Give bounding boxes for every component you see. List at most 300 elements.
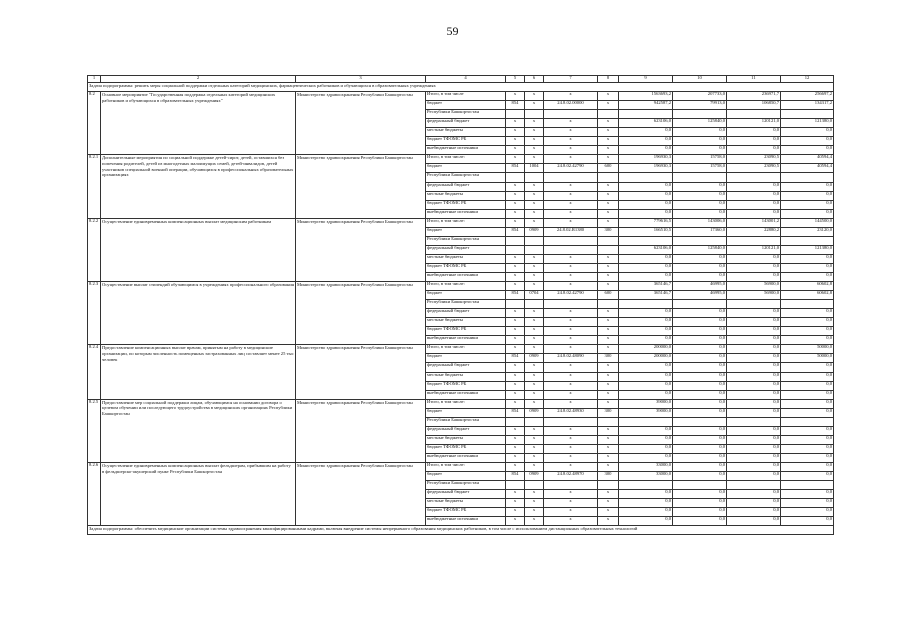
code-gr: x bbox=[506, 119, 525, 128]
code-rzpr: x bbox=[525, 191, 544, 200]
funding-source: бюджет ТФОМС РБ bbox=[426, 137, 506, 146]
column-header: 11 bbox=[727, 76, 781, 83]
code-rzpr: x bbox=[525, 155, 544, 164]
item-code: 8.2 bbox=[88, 92, 101, 155]
value-year-3: 144500,0 bbox=[781, 218, 834, 227]
value-total: 0,0 bbox=[619, 309, 673, 318]
code-vr: x bbox=[598, 137, 619, 146]
code-vr: 300 bbox=[598, 354, 619, 363]
value-year-3: 0,0 bbox=[781, 399, 834, 408]
funding-source: федеральный бюджет bbox=[426, 245, 506, 254]
value-year-2: 23090,5 bbox=[727, 155, 781, 164]
code-vr: x bbox=[598, 345, 619, 354]
code-gr: x bbox=[506, 92, 525, 101]
value-year-3: 50000,0 bbox=[781, 354, 834, 363]
value-year-3: 0,0 bbox=[781, 182, 834, 191]
code-vr: x bbox=[598, 390, 619, 399]
value-year-2: 0,0 bbox=[727, 345, 781, 354]
value-year-1: 0,0 bbox=[673, 309, 727, 318]
value-year-2 bbox=[727, 300, 781, 309]
value-year-3: 0,0 bbox=[781, 318, 834, 327]
value-year-3: 0,0 bbox=[781, 336, 834, 345]
item-executor: Министерство здравоохранения Республики Башкортостан bbox=[296, 462, 426, 525]
funding-source: бюджет ТФОМС РБ bbox=[426, 200, 506, 209]
value-total bbox=[619, 300, 673, 309]
funding-source: местные бюджеты bbox=[426, 318, 506, 327]
value-year-3: 0,0 bbox=[781, 309, 834, 318]
value-total: 0,0 bbox=[619, 137, 673, 146]
code-rzpr: x bbox=[525, 426, 544, 435]
funding-source: бюджет bbox=[426, 408, 506, 417]
code-rzpr: x bbox=[525, 263, 544, 272]
value-year-3: 60602,8 bbox=[781, 291, 834, 300]
value-total: 33000,0 bbox=[619, 472, 673, 481]
funding-source: бюджет bbox=[426, 101, 506, 110]
code-vr bbox=[598, 110, 619, 119]
code-rzpr: x bbox=[525, 444, 544, 453]
code-vr: x bbox=[598, 272, 619, 281]
value-year-1: 0,0 bbox=[673, 182, 727, 191]
code-rzpr: x bbox=[525, 209, 544, 218]
value-year-3: 0,0 bbox=[781, 408, 834, 417]
code-vr: x bbox=[598, 182, 619, 191]
code-rzpr bbox=[525, 236, 544, 245]
code-rzpr: x bbox=[525, 101, 544, 110]
code-vr: x bbox=[598, 372, 619, 381]
funding-source: бюджет bbox=[426, 227, 506, 236]
value-year-3: 0,0 bbox=[781, 363, 834, 372]
item-code: 8.2.6 bbox=[88, 462, 101, 525]
funding-source: бюджет ТФОМС РБ bbox=[426, 327, 506, 336]
funding-source: Итого, в том числе: bbox=[426, 155, 506, 164]
code-vr bbox=[598, 481, 619, 490]
value-year-1: 0,0 bbox=[673, 472, 727, 481]
value-total: 33000,0 bbox=[619, 462, 673, 471]
value-total: 0,0 bbox=[619, 517, 673, 526]
value-year-3: 0,0 bbox=[781, 472, 834, 481]
value-total: 0,0 bbox=[619, 327, 673, 336]
code-csr: 24.8.02.48970 bbox=[544, 472, 598, 481]
code-rzpr: 0909 bbox=[525, 227, 544, 236]
item-name: Предоставление компенсационных выплат врачам, принятым на работу в медицинские организации, по которым численность помещенных застрахованных лиц составляет менее 25 тыс человек bbox=[101, 345, 296, 399]
code-gr: x bbox=[506, 508, 525, 517]
code-csr: x bbox=[544, 182, 598, 191]
code-rzpr: x bbox=[525, 254, 544, 263]
funding-source: Итого, в том числе: bbox=[426, 399, 506, 408]
code-gr: x bbox=[506, 453, 525, 462]
value-year-1: 0,0 bbox=[673, 381, 727, 390]
code-csr: x bbox=[544, 499, 598, 508]
code-rzpr: x bbox=[525, 318, 544, 327]
value-year-3 bbox=[781, 417, 834, 426]
code-gr: x bbox=[506, 200, 525, 209]
code-rzpr: x bbox=[525, 327, 544, 336]
code-vr: x bbox=[598, 462, 619, 471]
value-total: 0,0 bbox=[619, 435, 673, 444]
funding-source: внебюджетные источники bbox=[426, 336, 506, 345]
code-csr: x bbox=[544, 517, 598, 526]
code-gr: 854 bbox=[506, 472, 525, 481]
value-year-3: 0,0 bbox=[781, 462, 834, 471]
code-gr: x bbox=[506, 390, 525, 399]
funding-source: местные бюджеты bbox=[426, 128, 506, 137]
value-year-3: 40594,4 bbox=[781, 155, 834, 164]
funding-source: федеральный бюджет bbox=[426, 426, 506, 435]
code-rzpr: x bbox=[525, 453, 544, 462]
value-year-2: 0,0 bbox=[727, 209, 781, 218]
code-csr: x bbox=[544, 272, 598, 281]
code-vr bbox=[598, 173, 619, 182]
code-vr: x bbox=[598, 191, 619, 200]
funding-source: Итого, в том числе: bbox=[426, 282, 506, 291]
value-year-3: 0,0 bbox=[781, 381, 834, 390]
code-rzpr bbox=[525, 417, 544, 426]
funding-source: федеральный бюджет bbox=[426, 309, 506, 318]
code-vr: 300 bbox=[598, 408, 619, 417]
code-vr: x bbox=[598, 155, 619, 164]
code-vr bbox=[598, 245, 619, 254]
code-csr: x bbox=[544, 209, 598, 218]
value-year-1: 0,0 bbox=[673, 517, 727, 526]
code-gr: x bbox=[506, 381, 525, 390]
value-total: 365146,7 bbox=[619, 282, 673, 291]
code-gr: x bbox=[506, 327, 525, 336]
value-year-2 bbox=[727, 236, 781, 245]
value-total: 39000,0 bbox=[619, 408, 673, 417]
code-csr: x bbox=[544, 345, 598, 354]
code-gr: x bbox=[506, 263, 525, 272]
code-rzpr: x bbox=[525, 508, 544, 517]
code-csr: 24.8.02.00000 bbox=[544, 101, 598, 110]
value-year-1: 46995,0 bbox=[673, 282, 727, 291]
column-header: 5 bbox=[506, 76, 525, 83]
value-year-1: 0,0 bbox=[673, 327, 727, 336]
value-year-2: 0,0 bbox=[727, 517, 781, 526]
code-gr: x bbox=[506, 435, 525, 444]
code-gr: x bbox=[506, 254, 525, 263]
code-gr: 854 bbox=[506, 291, 525, 300]
code-csr: x bbox=[544, 336, 598, 345]
value-year-3: 0,0 bbox=[781, 263, 834, 272]
item-executor: Министерство здравоохранения Республики Башкортостан bbox=[296, 218, 426, 281]
funding-source: местные бюджеты bbox=[426, 372, 506, 381]
value-year-1: 0,0 bbox=[673, 128, 727, 137]
funding-source: бюджет ТФОМС РБ bbox=[426, 444, 506, 453]
code-vr: x bbox=[598, 336, 619, 345]
value-year-1: 0,0 bbox=[673, 137, 727, 146]
value-year-2: 106850,7 bbox=[727, 101, 781, 110]
budget-table bbox=[87, 75, 834, 535]
value-total: 0,0 bbox=[619, 336, 673, 345]
code-csr: 24.8.02.48090 bbox=[544, 354, 598, 363]
code-vr: x bbox=[598, 200, 619, 209]
code-rzpr: x bbox=[525, 390, 544, 399]
funding-source: бюджет ТФОМС РБ bbox=[426, 381, 506, 390]
value-year-1: 0,0 bbox=[673, 254, 727, 263]
funding-source: Итого, в том числе: bbox=[426, 345, 506, 354]
code-vr: x bbox=[598, 517, 619, 526]
item-executor: Министерство здравоохранения Республики Башкортостан bbox=[296, 399, 426, 462]
code-gr bbox=[506, 110, 525, 119]
code-rzpr: x bbox=[525, 218, 544, 227]
value-year-2: 0,0 bbox=[727, 263, 781, 272]
code-gr bbox=[506, 481, 525, 490]
code-gr: x bbox=[506, 191, 525, 200]
code-vr: x bbox=[598, 435, 619, 444]
value-total bbox=[619, 417, 673, 426]
code-gr bbox=[506, 173, 525, 182]
value-total: 779616,5 bbox=[619, 218, 673, 227]
code-rzpr: x bbox=[525, 462, 544, 471]
code-csr: x bbox=[544, 399, 598, 408]
code-rzpr: x bbox=[525, 309, 544, 318]
value-year-2: 143001,2 bbox=[727, 218, 781, 227]
table-row bbox=[88, 218, 834, 227]
value-year-2: 23090,5 bbox=[727, 164, 781, 173]
code-csr: x bbox=[544, 327, 598, 336]
column-header: 10 bbox=[673, 76, 727, 83]
code-vr: x bbox=[598, 92, 619, 101]
code-csr: x bbox=[544, 462, 598, 471]
value-year-3: 121380,0 bbox=[781, 119, 834, 128]
value-year-3: 40594,4 bbox=[781, 164, 834, 173]
column-header: 12 bbox=[781, 76, 834, 83]
value-year-3: 0,0 bbox=[781, 444, 834, 453]
item-name: Предоставление мер социальной поддержки лицам, обучающимся на основании договора о целевом обучении или последующего трудоустройства в медицинских организациях Республики Башкортостан bbox=[101, 399, 296, 462]
code-vr: x bbox=[598, 101, 619, 110]
code-gr bbox=[506, 245, 525, 254]
value-year-2 bbox=[727, 417, 781, 426]
value-year-3: 0,0 bbox=[781, 191, 834, 200]
value-year-1: 17360,0 bbox=[673, 227, 727, 236]
value-total: 365146,7 bbox=[619, 291, 673, 300]
funding-source: федеральный бюджет bbox=[426, 182, 506, 191]
value-year-3: 0,0 bbox=[781, 390, 834, 399]
value-total: 0,0 bbox=[619, 191, 673, 200]
value-year-2: 0,0 bbox=[727, 137, 781, 146]
code-csr: x bbox=[544, 453, 598, 462]
code-vr: x bbox=[598, 490, 619, 499]
value-year-3: 134317,2 bbox=[781, 101, 834, 110]
item-executor: Министерство здравоохранения Республики Башкортостан bbox=[296, 155, 426, 218]
code-csr: x bbox=[544, 381, 598, 390]
code-csr: x bbox=[544, 435, 598, 444]
code-vr bbox=[598, 417, 619, 426]
code-csr: x bbox=[544, 444, 598, 453]
code-csr: x bbox=[544, 137, 598, 146]
code-csr: 24.8.02.48930 bbox=[544, 408, 598, 417]
value-year-2: 0,0 bbox=[727, 272, 781, 281]
table-row bbox=[88, 282, 834, 291]
value-year-2: 0,0 bbox=[727, 191, 781, 200]
funding-source: местные бюджеты bbox=[426, 499, 506, 508]
code-vr: x bbox=[598, 508, 619, 517]
value-year-1: 0,0 bbox=[673, 490, 727, 499]
code-rzpr: x bbox=[525, 272, 544, 281]
value-year-3: 0,0 bbox=[781, 272, 834, 281]
item-executor: Министерство здравоохранения Республики Башкортостан bbox=[296, 345, 426, 399]
funding-source: федеральный бюджет bbox=[426, 490, 506, 499]
value-total: 166510,5 bbox=[619, 227, 673, 236]
value-year-1 bbox=[673, 236, 727, 245]
value-year-2: 0,0 bbox=[727, 453, 781, 462]
value-year-1: 125840,0 bbox=[673, 245, 727, 254]
code-gr: x bbox=[506, 318, 525, 327]
code-vr: x bbox=[598, 426, 619, 435]
value-year-3: 121380,0 bbox=[781, 245, 834, 254]
value-total: 623106,0 bbox=[619, 245, 673, 254]
code-rzpr: x bbox=[525, 363, 544, 372]
code-csr: x bbox=[544, 146, 598, 155]
code-rzpr: x bbox=[525, 345, 544, 354]
code-vr: x bbox=[598, 309, 619, 318]
value-year-1: 0,0 bbox=[673, 499, 727, 508]
code-gr: 854 bbox=[506, 227, 525, 236]
code-rzpr bbox=[525, 481, 544, 490]
funding-source: внебюджетные источники bbox=[426, 209, 506, 218]
value-total: 0,0 bbox=[619, 390, 673, 399]
code-csr: 24.8.02.42790 bbox=[544, 164, 598, 173]
value-year-1: 15758,0 bbox=[673, 164, 727, 173]
funding-source: местные бюджеты bbox=[426, 254, 506, 263]
item-executor: Министерство здравоохранения Республики Башкортостан bbox=[296, 92, 426, 155]
code-rzpr: 1004 bbox=[525, 164, 544, 173]
value-year-1: 0,0 bbox=[673, 318, 727, 327]
value-year-1: 0,0 bbox=[673, 272, 727, 281]
code-vr: x bbox=[598, 119, 619, 128]
code-gr: x bbox=[506, 399, 525, 408]
code-csr: x bbox=[544, 490, 598, 499]
value-year-3: 0,0 bbox=[781, 254, 834, 263]
code-csr: x bbox=[544, 309, 598, 318]
value-year-3: 0,0 bbox=[781, 499, 834, 508]
value-year-3 bbox=[781, 481, 834, 490]
value-total: 0,0 bbox=[619, 363, 673, 372]
funding-source: внебюджетные источники bbox=[426, 517, 506, 526]
column-header: 9 bbox=[619, 76, 673, 83]
code-vr: x bbox=[598, 146, 619, 155]
value-year-3 bbox=[781, 173, 834, 182]
funding-source: внебюджетные источники bbox=[426, 272, 506, 281]
value-total: 623106,0 bbox=[619, 119, 673, 128]
code-gr: 854 bbox=[506, 101, 525, 110]
value-total: 0,0 bbox=[619, 200, 673, 209]
code-vr bbox=[598, 236, 619, 245]
value-total: 0,0 bbox=[619, 128, 673, 137]
code-csr bbox=[544, 245, 598, 254]
value-year-3 bbox=[781, 110, 834, 119]
code-gr: 854 bbox=[506, 408, 525, 417]
funding-source: Итого, в том числе: bbox=[426, 218, 506, 227]
value-year-2: 0,0 bbox=[727, 508, 781, 517]
value-year-2: 0,0 bbox=[727, 363, 781, 372]
value-year-2: 0,0 bbox=[727, 399, 781, 408]
code-vr: x bbox=[598, 209, 619, 218]
funding-source: Итого, в том числе bbox=[426, 92, 506, 101]
code-gr: x bbox=[506, 444, 525, 453]
value-year-3: 0,0 bbox=[781, 200, 834, 209]
value-year-1: 0,0 bbox=[673, 462, 727, 471]
value-year-1: 125840,0 bbox=[673, 119, 727, 128]
code-rzpr: x bbox=[525, 119, 544, 128]
code-csr: x bbox=[544, 254, 598, 263]
value-year-1 bbox=[673, 173, 727, 182]
header-row bbox=[88, 76, 834, 83]
value-total: 0,0 bbox=[619, 209, 673, 218]
value-year-2: 0,0 bbox=[727, 254, 781, 263]
table-row bbox=[88, 462, 834, 471]
value-total: 1563693,2 bbox=[619, 92, 673, 101]
code-csr: x bbox=[544, 263, 598, 272]
item-code: 8.2.4 bbox=[88, 345, 101, 399]
code-csr: x bbox=[544, 390, 598, 399]
item-code: 8.2.2 bbox=[88, 218, 101, 281]
value-year-1: 0,0 bbox=[673, 146, 727, 155]
item-code: 8.2.5 bbox=[88, 399, 101, 462]
page-number: 59 bbox=[446, 24, 459, 38]
funding-source: Республики Башкортостан bbox=[426, 173, 506, 182]
value-year-2: 120121,0 bbox=[727, 245, 781, 254]
funding-source: бюджет bbox=[426, 354, 506, 363]
value-total bbox=[619, 481, 673, 490]
value-year-2: 0,0 bbox=[727, 200, 781, 209]
value-year-2: 0,0 bbox=[727, 381, 781, 390]
value-year-2: 0,0 bbox=[727, 318, 781, 327]
value-total: 200000,0 bbox=[619, 345, 673, 354]
funding-source: Итого, в том числе: bbox=[426, 462, 506, 471]
value-total: 0,0 bbox=[619, 490, 673, 499]
code-rzpr: x bbox=[525, 336, 544, 345]
value-total: 0,0 bbox=[619, 254, 673, 263]
value-year-2 bbox=[727, 481, 781, 490]
value-year-1: 0,0 bbox=[673, 435, 727, 444]
code-vr: x bbox=[598, 399, 619, 408]
funding-source: Республики Башкортостан bbox=[426, 110, 506, 119]
code-gr: x bbox=[506, 499, 525, 508]
value-year-1 bbox=[673, 417, 727, 426]
value-year-3 bbox=[781, 236, 834, 245]
code-csr bbox=[544, 300, 598, 309]
value-total: 942587,2 bbox=[619, 101, 673, 110]
code-vr: x bbox=[598, 282, 619, 291]
code-rzpr: x bbox=[525, 499, 544, 508]
code-rzpr: x bbox=[525, 137, 544, 146]
value-total: 0,0 bbox=[619, 444, 673, 453]
code-vr: x bbox=[598, 128, 619, 137]
code-vr: 300 bbox=[598, 227, 619, 236]
value-year-3: 0,0 bbox=[781, 327, 834, 336]
code-gr: x bbox=[506, 128, 525, 137]
value-year-1 bbox=[673, 110, 727, 119]
code-vr: x bbox=[598, 254, 619, 263]
value-year-1: 0,0 bbox=[673, 336, 727, 345]
item-name: Основное мероприятие "Государственная поддержка отдельных категорий медицинских работников и обучающихся в образовательных учреждениях" bbox=[101, 92, 296, 155]
value-year-3: 0,0 bbox=[781, 128, 834, 137]
value-year-3: 0,0 bbox=[781, 209, 834, 218]
column-header: 2 bbox=[101, 76, 296, 83]
column-header: 6 bbox=[525, 76, 544, 83]
funding-source: бюджет bbox=[426, 291, 506, 300]
code-vr: x bbox=[598, 327, 619, 336]
code-csr: x bbox=[544, 128, 598, 137]
value-year-1: 0,0 bbox=[673, 426, 727, 435]
item-name: Осуществление единовременных компенсационных выплат медицинским работникам bbox=[101, 218, 296, 281]
code-gr bbox=[506, 236, 525, 245]
value-total: 39000,0 bbox=[619, 399, 673, 408]
code-rzpr: 0704 bbox=[525, 291, 544, 300]
item-name: Дополнительные мероприятия по социальной поддержке детей-сирот, детей, оставшихся без попечения родителей, детей из многодетных малоимущих семей, детей-инвалидов, детей участников специальной военной операции, обучающихся в профессиональных образовательных организациях bbox=[101, 155, 296, 218]
value-year-1: 143006,0 bbox=[673, 218, 727, 227]
